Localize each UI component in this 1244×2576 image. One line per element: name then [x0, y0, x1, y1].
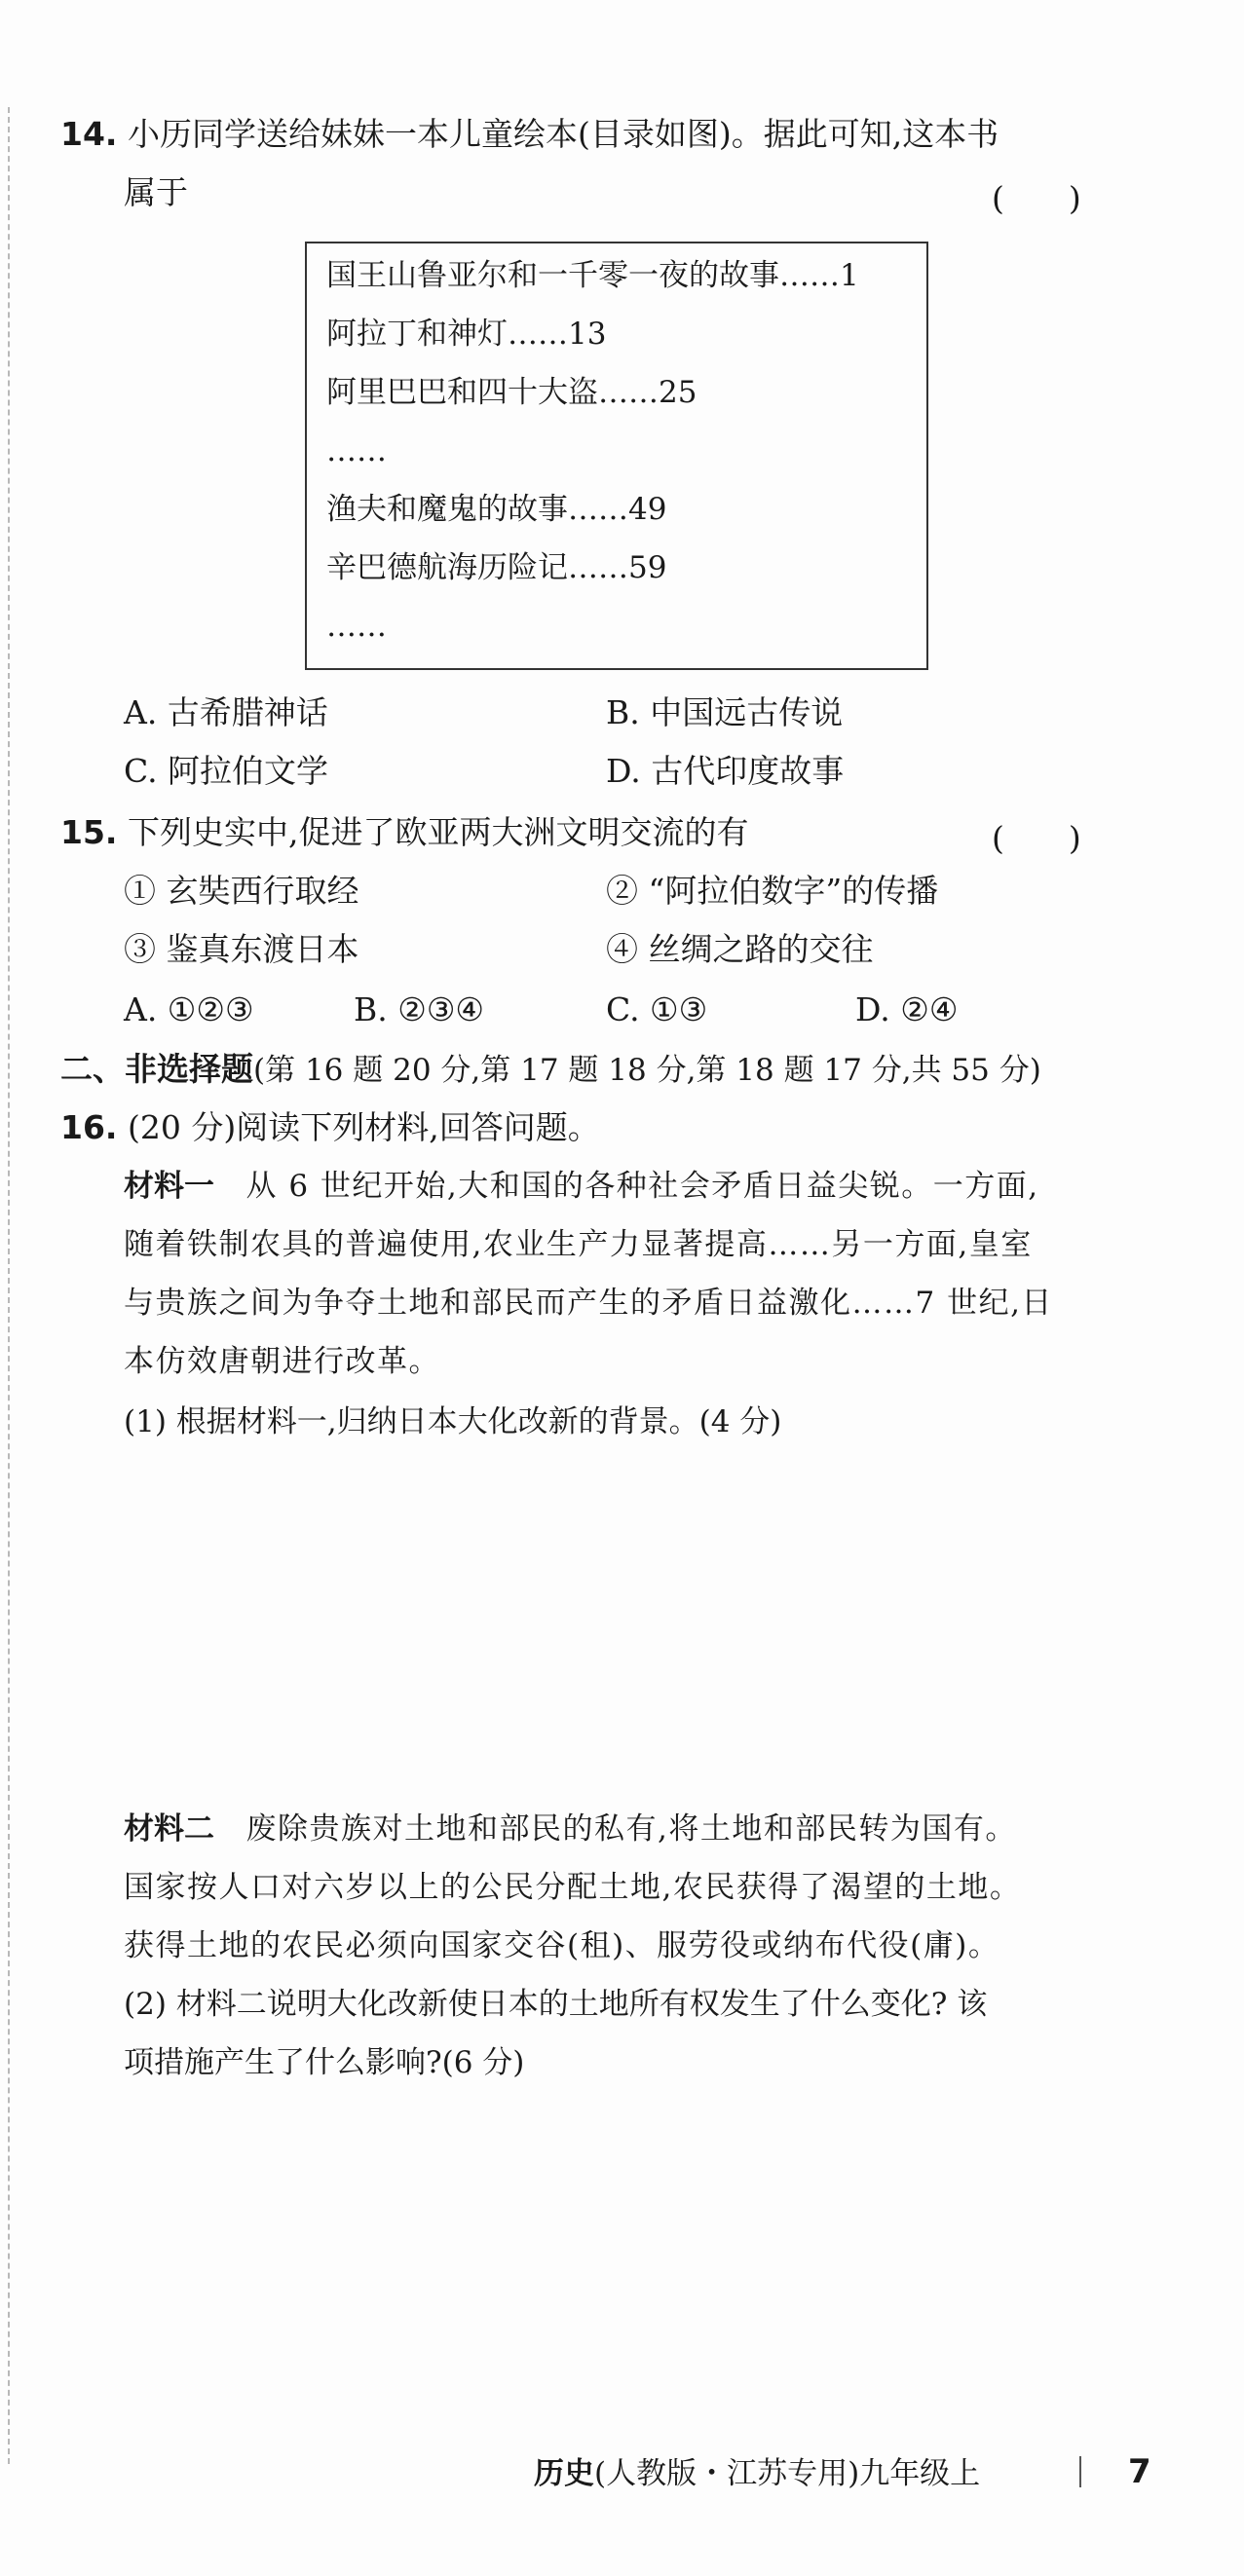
q16-stem-line — [60, 1108, 600, 1147]
q14-option-d: D. 古代印度故事 — [606, 752, 845, 790]
material1-line4: 本仿效唐朝进行改革。 — [124, 1344, 440, 1379]
page-number: 7 — [1128, 2452, 1151, 2491]
q15-option-a: A. ①②③ — [124, 990, 254, 1028]
q16-subquestion-1: (1) 根据材料一,归纳日本大化改新的背景。(4 分) — [124, 1404, 782, 1439]
toc-entry: 阿里巴巴和四十大盗……25 — [326, 375, 697, 410]
material1-line3: 与贵族之间为争夺土地和部民而产生的矛盾日益激化……7 世纪,日 — [124, 1286, 1053, 1321]
footer-edition: (人教版・江苏专用)九年级上 — [594, 2456, 981, 2491]
q14-option-a: A. 古希腊神话 — [124, 693, 328, 731]
q15-item-4: ④ 丝绸之路的交往 — [606, 930, 874, 968]
q15-stem-text: 下列史实中,促进了欧亚两大洲文明交流的有 — [127, 813, 749, 851]
q15-item-1: ① 玄奘西行取经 — [124, 872, 359, 910]
material1-text: 从 6 世纪开始,大和国的各种社会矛盾日益尖锐。一方面, — [214, 1169, 1039, 1204]
material1-label: 材料一 — [124, 1169, 214, 1204]
footer-subject: 历史 — [534, 2456, 594, 2491]
q14-table-of-contents — [305, 242, 928, 670]
q14-answer-paren: ( ) — [992, 179, 1081, 217]
q14-stem-line2: 属于 — [124, 173, 188, 211]
toc-entry: 阿拉丁和神灯……13 — [326, 317, 607, 352]
material2-line2: 国家按人口对六岁以上的公民分配土地,农民获得了渴望的土地。 — [124, 1870, 1022, 1905]
q15-item-2: ② “阿拉伯数字”的传播 — [606, 872, 939, 910]
section-heading — [60, 1050, 1041, 1090]
q15-stem-line — [60, 813, 748, 852]
toc-ellipsis: …… — [326, 433, 387, 468]
q14-option-c: C. 阿拉伯文学 — [124, 752, 329, 790]
q15-option-d: D. ②④ — [855, 990, 959, 1028]
material1-line2: 随着铁制农具的普遍使用,农业生产力显著提高……另一方面,皇室 — [124, 1227, 1033, 1262]
page-footer — [534, 2454, 980, 2493]
q15-number: 15. — [60, 813, 118, 851]
q14-number: 14. — [60, 115, 118, 153]
q15-option-b: B. ②③④ — [354, 990, 484, 1028]
q15-item-3: ③ 鉴真东渡日本 — [124, 930, 359, 968]
toc-ellipsis: …… — [326, 609, 387, 644]
section-scoring-note: (第 16 题 20 分,第 17 题 18 分,第 18 题 17 分,共 55 分) — [253, 1053, 1041, 1088]
material2-label: 材料二 — [124, 1811, 214, 1847]
q14-stem-line1 — [60, 115, 999, 154]
q16-number: 16. — [60, 1108, 118, 1146]
material2-line1 — [124, 1810, 1017, 1848]
binding-margin-line — [8, 107, 10, 2464]
q14-stem-text: 小历同学送给妹妹一本儿童绘本(目录如图)。据此可知,这本书 — [127, 115, 999, 153]
q15-option-c: C. ①③ — [606, 990, 708, 1028]
toc-entry: 辛巴德航海历险记……59 — [326, 550, 667, 585]
q16-subquestion-2-line1: (2) 材料二说明大化改新使日本的土地所有权发生了什么变化? 该 — [124, 1987, 988, 2022]
footer-divider — [1079, 2456, 1081, 2487]
material2-line3: 获得土地的农民必须向国家交谷(租)、服劳役或纳布代役(庸)。 — [124, 1928, 1000, 1963]
q14-option-b: B. 中国远古传说 — [606, 693, 844, 731]
toc-entry: 渔夫和魔鬼的故事……49 — [326, 492, 667, 527]
toc-entry: 国王山鲁亚尔和一千零一夜的故事……1 — [326, 258, 859, 293]
q16-stem-text: (20 分)阅读下列材料,回答问题。 — [127, 1108, 600, 1146]
q15-answer-paren: ( ) — [992, 819, 1081, 857]
q16-subquestion-2-line2: 项措施产生了什么影响?(6 分) — [124, 2045, 525, 2080]
material1-line1 — [124, 1167, 1039, 1206]
section-title: 二、非选择题 — [60, 1050, 253, 1088]
material2-text: 废除贵族对土地和部民的私有,将土地和部民转为国有。 — [214, 1811, 1017, 1847]
